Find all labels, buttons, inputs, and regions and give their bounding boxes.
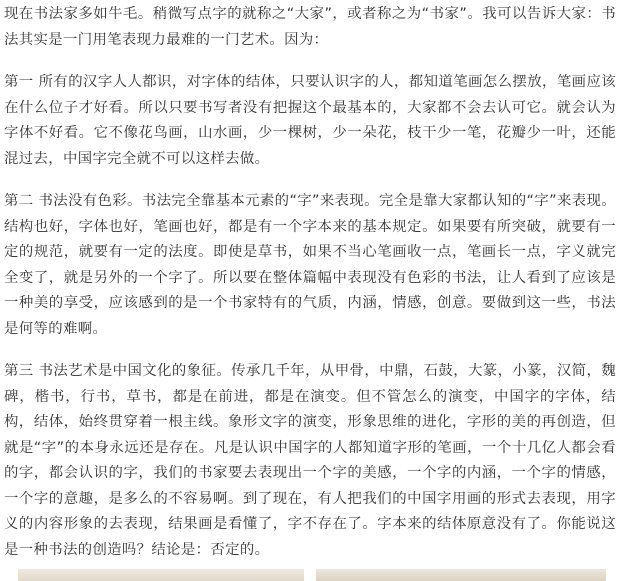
paragraph-first-reason: 第一 所有的汉字人人都识，对字体的结体，只要认识字的人，都知道笔画怎么摆放，笔画应该在什么位子才好看。所以只要书写者没有把握这个最基本的，大家都不会去认可它。就会认为字体不好看。它不像花鸟画，山水画，少一棵树，少一朵花，枝干少一笔，花瓣少一叶，还能混过去，中国字完全就不可以这样去做。 [4, 74, 616, 167]
article-body [4, 0, 616, 563]
calligraphy-image-left [18, 569, 304, 581]
calligraphy-image-right [316, 569, 606, 581]
paragraph-third-reason: 第三 书法艺术是中国文化的象征。传承几千年，从甲骨，中鼎，石鼓，大篆，小篆，汉简，魏碑，楷书，行书，草书，都是在前进，都是在演变。但不管怎么的演变，中国字的字体，结构，结体，始终贯穿着一根主线。象形文字的演变，形象思维的进化，字形的美的再创造，但就是“字”的本身永远还是存在。凡是认识中国字的人都知道字形的笔画，一个十几亿人都会看的字，都会认识的字，我们的书家要去表现出一个字的美感，一个字的内涵，一个字的情感，一个字的意趣，是多么的不容易啊。到了现在，有人把我们的中国字用画的形式去表现，用字义的内容形象的去表现，结果画是看懂了，字不存在了。字本来的结体原意没有了。你能说这是一种书法的创造吗？结论是：否定的。 [4, 363, 616, 558]
image-strip [0, 569, 620, 581]
paragraph-intro: 现在书法家多如牛毛。稍微写点字的就称之“大家”，或者称之为“书家”。我可以告诉大家：书法其实是一门用笔表现力最难的一门艺术。因为： [4, 6, 616, 48]
paragraph-second-reason: 第二 书法没有色彩。书法完全靠基本元素的“字”来表现。完全是靠大家都认知的“字”来表现。结构也好，字体也好，笔画也好，都是有一个字本来的基本规定。如果要有所突破，就要有一定的规范，就要有一定的法度。即使是草书，如果不当心笔画收一点，笔画长一点，字义就完全变了，就是另外的一个字了。所以要在整体篇幅中表现没有色彩的书法，让人看到了应该是一种美的享受，应该感到的是一个书家特有的气质，内涵，情感，创意。要做到这一些，书法是何等的难啊。 [4, 193, 616, 337]
